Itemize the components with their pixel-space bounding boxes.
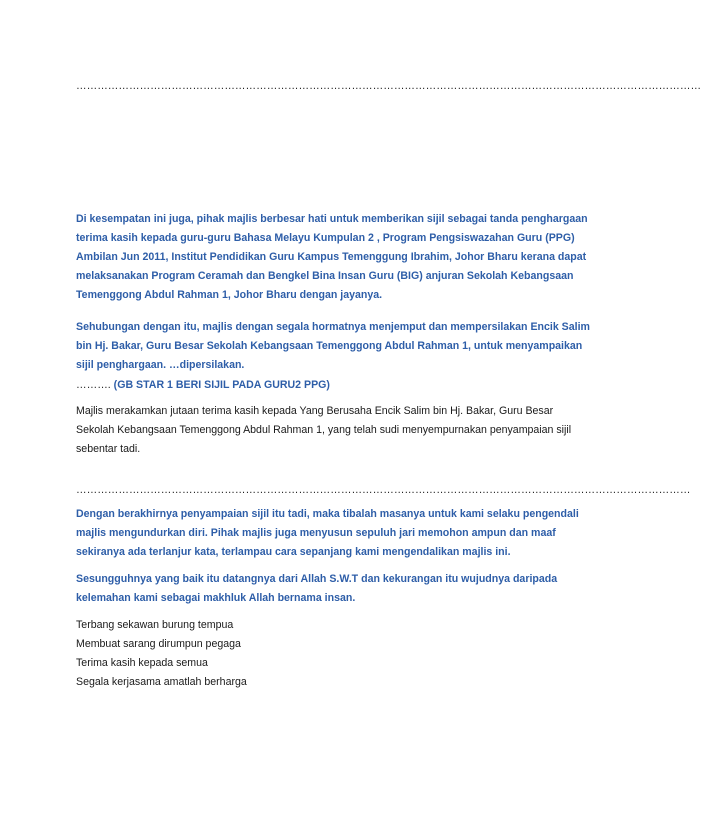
stage-note: [76, 376, 568, 395]
paragraph-humility: [76, 570, 568, 608]
pantun-line: Segala kerjasama amatlah berharga: [76, 676, 247, 688]
pantun-line: Terbang sekawan burung tempua: [76, 619, 234, 631]
text-line: majlis mengundurkan diri. Pihak majlis juga menyusun sepuluh jari memohon ampun dan maaf: [76, 527, 556, 539]
text-line: terima kasih kepada guru-guru Bahasa Melayu Kumpulan 2 , Program Pengsiswazahan Guru (PPG): [76, 232, 575, 244]
paragraph-closing: [76, 505, 579, 562]
text-line: sebentar tadi.: [76, 443, 141, 455]
text-line: sijil penghargaan. …dipersilakan.: [76, 359, 245, 371]
text-line: melaksanakan Program Ceramah dan Bengkel Bina Insan Guru (BIG) anjuran Sekolah Kebangsaan: [76, 270, 574, 282]
text-line: Sehubungan dengan itu, majlis dengan segala hormatnya menjemput dan mempersilakan Encik Salim: [76, 321, 590, 333]
text-line: Dengan berakhirnya penyampaian sijil itu tadi, maka tibalah masanya untuk kami selaku pengendali: [76, 508, 579, 520]
text-line: Majlis merakamkan jutaan terima kasih kepada Yang Berusaha Encik Salim bin Hj. Bakar, Guru Besar: [76, 405, 554, 417]
dotted-separator-middle: …………………………………………………………………………………………………………………………………………………………: [76, 484, 691, 496]
stage-note-text: (GB STAR 1 BERI SIJIL PADA GURU2 PPG): [110, 379, 330, 391]
text-line: Sesungguhnya yang baik itu datangnya dari Allah S.W.T dan kekurangan itu wujudnya daripada: [76, 573, 558, 585]
pantun-verse: [76, 616, 568, 692]
text-line: Temenggong Abdul Rahman 1, Johor Bharu dengan jayanya.: [76, 289, 383, 301]
paragraph-invitation: [76, 318, 590, 375]
text-line: kelemahan kami sebagai makhluk Allah bernama insan.: [76, 592, 356, 604]
text-line: Di kesempatan ini juga, pihak majlis berbesar hati untuk memberikan sijil sebagai tanda penghargaan: [76, 213, 588, 225]
pantun-line: Terima kasih kepada semua: [76, 657, 208, 669]
paragraph-certificate-intro: [76, 210, 588, 305]
pantun-line: Membuat sarang dirumpun pegaga: [76, 638, 241, 650]
dotted-separator-top: ……………………………………………………………………………………………………………………………………………………………: [76, 80, 701, 92]
paragraph-thanks: [76, 402, 572, 459]
text-line: Ambilan Jun 2011, Institut Pendidikan Guru Kampus Temenggung Ibrahim, Johor Bharu kerana dapat: [76, 251, 587, 263]
stage-note-dots: ……….: [76, 379, 111, 391]
text-line: sekiranya ada terlanjur kata, terlampau cara sepanjang kami mengendalikan majlis ini.: [76, 546, 511, 558]
text-line: Sekolah Kebangsaan Temenggong Abdul Rahman 1, yang telah sudi menyempurnakan penyampaian sijil: [76, 424, 572, 436]
text-line: bin Hj. Bakar, Guru Besar Sekolah Kebangsaan Temenggong Abdul Rahman 1, untuk menyampaikan: [76, 340, 583, 352]
